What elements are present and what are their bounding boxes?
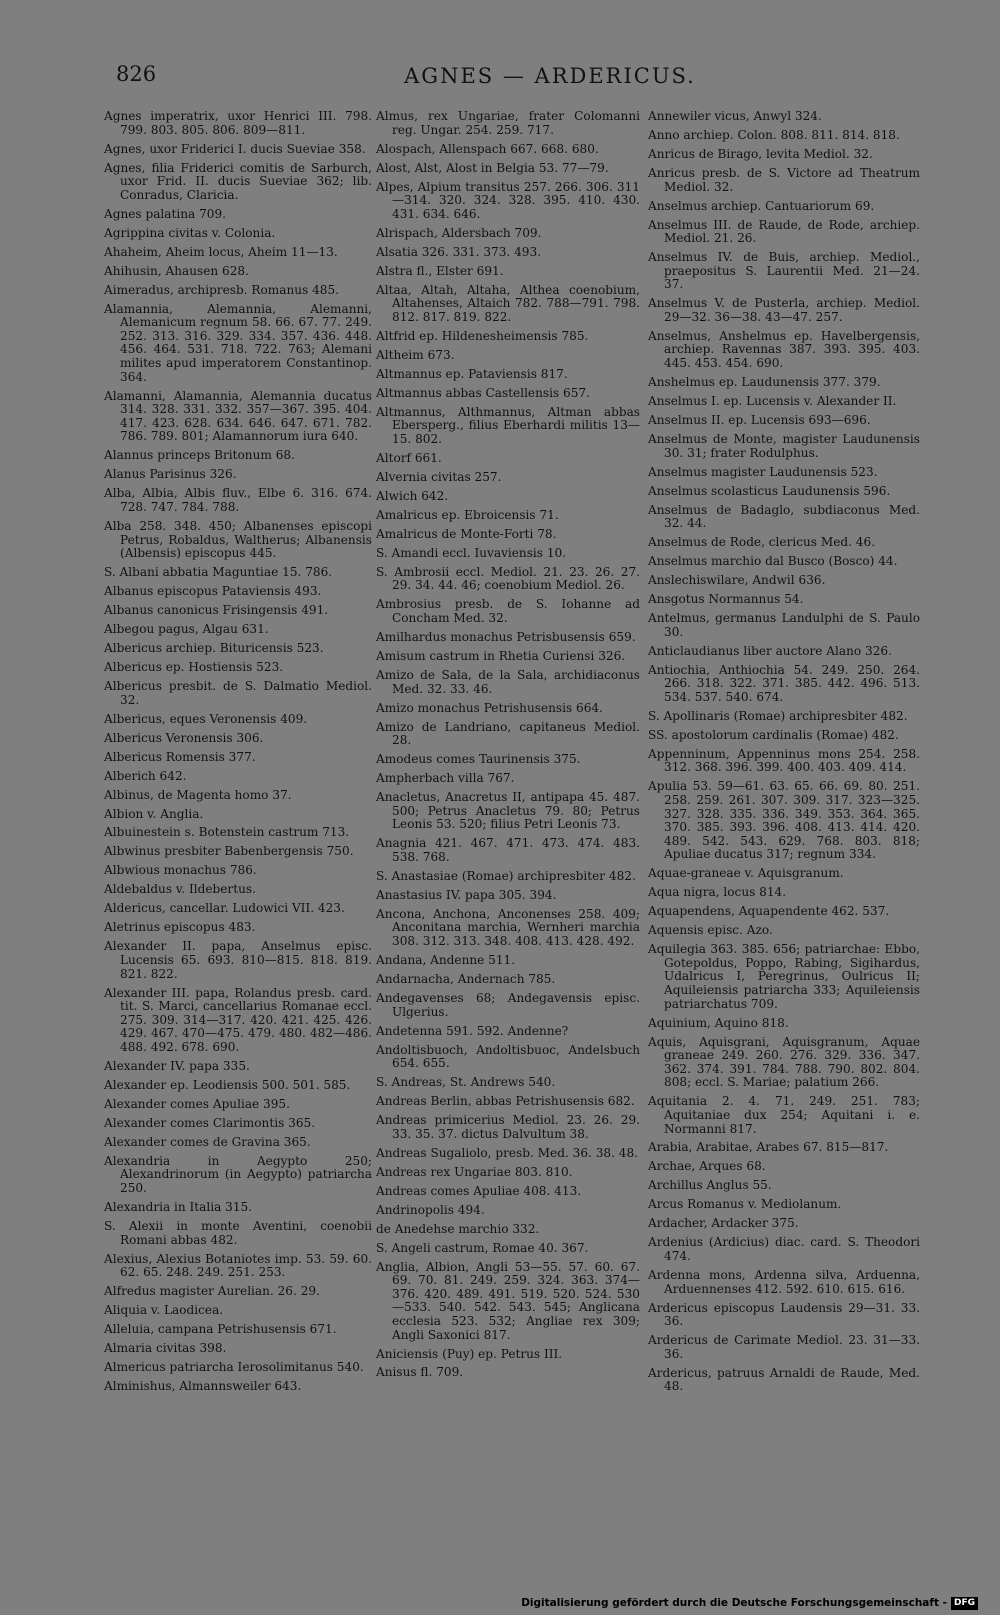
index-entry: Albanus episcopus Pataviensis 493.	[104, 584, 322, 599]
index-entry: Anselmus magister Laudunensis 523.	[648, 464, 878, 479]
index-entry: Anselmus de Monte, magister Laudunensis 30. 31; frater Rodulphus.	[648, 431, 920, 460]
index-entry: Aquitania 2. 4. 71. 249. 251. 783; Aquitaniae dux 254; Aquitani i. e. Normanni 817.	[648, 1094, 920, 1136]
index-entry: S. Amandi eccl. Iuvaviensis 10.	[376, 545, 567, 560]
index-entry: Anno archiep. Colon. 808. 811. 814. 818.	[648, 127, 900, 142]
index-entry: Alexander III. papa, Rolandus presb. card. tit. S. Marci, cancellarius Romanae eccl. 275. 309. 314—317. 420. 421. 425. 426. 429. 467. 470—475. 479. 480. 482—486. 488. 492. 678. 690.	[104, 985, 372, 1054]
index-entry: Alpes, Alpium transitus 257. 266. 306. 311—314. 320. 324. 328. 395. 410. 430. 431. 634. 646.	[376, 179, 640, 221]
index-entry: Ancona, Anchona, Anconenses 258. 409; Anconitana marchia, Wernheri marchia 308. 312. 313. 348. 408. 413. 428. 492.	[376, 906, 640, 948]
index-entry: Altaa, Altah, Altaha, Althea coenobium, Altahenses, Altaich 782. 788—791. 798. 812. 817. 819. 822.	[376, 282, 640, 324]
index-entry: Arabia, Arabitae, Arabes 67. 815—817.	[648, 1140, 889, 1155]
index-entry: Anselmus II. ep. Lucensis 693—696.	[648, 412, 871, 427]
index-entry: Ardericus episcopus Laudensis 29—31. 33. 36.	[648, 1300, 920, 1329]
index-entry: Ahihusin, Ahausen 628.	[104, 263, 249, 278]
index-entry: Antelmus, germanus Landulphi de S. Paulo 30.	[648, 611, 920, 639]
index-entry: Albericus, eques Veronensis 409.	[104, 711, 308, 726]
index-entry: Andana, Andenne 511.	[376, 952, 516, 967]
index-entry: SS. apostolorum cardinalis (Romae) 482.	[648, 727, 899, 742]
index-entry: Altorf 661.	[376, 450, 442, 465]
index-entry: Aquensis episc. Azo.	[648, 923, 773, 938]
index-entry: Alexandria in Italia 315.	[104, 1200, 253, 1215]
index-entry: Anshelmus ep. Laudunensis 377. 379.	[648, 375, 881, 390]
index-entry: Altmannus abbas Castellensis 657.	[376, 385, 590, 400]
index-entry: S. Ambrosii eccl. Mediol. 21. 23. 26. 27. 29. 34. 44. 46; coenobium Mediol. 26.	[376, 564, 640, 593]
index-column-3	[648, 110, 920, 1399]
index-entry: Andrinopolis 494.	[376, 1202, 485, 1217]
index-entry: Ardenius (Ardicius) diac. card. S. Theodori 474.	[648, 1235, 920, 1263]
index-entry: Andarnacha, Andernach 785.	[376, 971, 556, 986]
index-entry: Almaria civitas 398.	[104, 1341, 227, 1356]
index-entry: Ambrosius presb. de S. Iohanne ad Concham Med. 32.	[376, 597, 640, 626]
index-entry: Altmannus, Althmannus, Altman abbas Ebersperg., filius Eberhardi militis 13—15. 802.	[376, 404, 640, 446]
index-entry: Anslechiswilare, Andwil 636.	[648, 573, 826, 588]
index-entry: Alexander ep. Leodiensis 500. 501. 585.	[104, 1077, 351, 1092]
index-entry: Aldericus, cancellar. Ludowici VII. 423.	[104, 901, 345, 916]
index-entry: Albion v. Anglia.	[104, 806, 204, 821]
index-entry: Anselmus archiep. Cantuariorum 69.	[648, 198, 875, 213]
index-entry: Ardericus de Carimate Mediol. 23. 31—33. 36.	[648, 1333, 920, 1361]
index-entry: Albericus Veronensis 306.	[104, 730, 264, 745]
index-entry: S. Angeli castrum, Romae 40. 367.	[376, 1240, 589, 1255]
index-entry: Alexander comes Clarimontis 365.	[104, 1115, 316, 1130]
index-entry: Alvernia civitas 257.	[376, 469, 502, 484]
index-entry: Alexius, Alexius Botaniotes imp. 53. 59. 60. 62. 65. 248. 249. 251. 253.	[104, 1251, 372, 1280]
index-entry: Altmannus ep. Pataviensis 817.	[376, 366, 568, 381]
index-entry: Alost, Alst, Alost in Belgia 53. 77—79.	[376, 160, 609, 175]
index-entry: Amizo de Sala, de la Sala, archidiaconus Med. 32. 33. 46.	[376, 667, 640, 696]
index-column-1	[104, 110, 372, 1399]
index-entry: Ampherbach villa 767.	[376, 771, 515, 786]
index-entry: Albanus canonicus Frisingensis 491.	[104, 603, 329, 618]
index-entry: Amalricus ep. Ebroicensis 71.	[376, 507, 559, 522]
index-entry: Aqua nigra, locus 814.	[648, 885, 787, 900]
index-entry: Anselmus V. de Pusterla, archiep. Mediol. 29—32. 36—38. 43—47. 257.	[648, 296, 920, 324]
index-entry: Alexander comes de Gravina 365.	[104, 1134, 311, 1149]
index-entry: Archillus Anglus 55.	[648, 1178, 772, 1193]
index-entry: Aquinium, Aquino 818.	[648, 1015, 789, 1030]
index-entry: Andetenna 591. 592. Andenne?	[376, 1023, 569, 1038]
index-entry: Andreas Berlin, abbas Petrishusensis 682.	[376, 1094, 635, 1109]
index-entry: Alamanni, Alamannia, Alemannia ducatus 314. 328. 331. 332. 357—367. 395. 404. 417. 423. 628. 634. 646. 647. 671. 782. 786. 789. 801; Alamannorum iura 640.	[104, 388, 372, 444]
index-entry: Alexander IV. papa 335.	[104, 1058, 250, 1073]
index-entry: S. Apollinaris (Romae) archipresbiter 482.	[648, 708, 908, 723]
index-entry: Ahaheim, Aheim locus, Aheim 11—13.	[104, 244, 338, 259]
index-entry: Anselmus IV. de Buis, archiep. Mediol., praepositus S. Laurentii Med. 21—24. 37.	[648, 250, 920, 292]
index-entry: Altheim 673.	[376, 347, 455, 362]
index-entry: Alamannia, Alemannia, Alemanni, Alemanicum regnum 58. 66. 67. 77. 249. 252. 313. 316. 329. 334. 357. 436. 448. 456. 464. 531. 718. 722. 763; Alemani milites apud imperatorem Constantinop. 364.	[104, 301, 372, 384]
index-entry: Alospach, Allenspach 667. 668. 680.	[376, 141, 599, 156]
index-entry: Anselmus de Badaglo, subdiaconus Med. 32. 44.	[648, 502, 920, 531]
index-entry: Almus, rex Ungariae, frater Colomanni reg. Ungar. 254. 259. 717.	[376, 109, 640, 137]
index-entry: Andreas rex Ungariae 803. 810.	[376, 1164, 573, 1179]
index-entry: Aldebaldus v. Ildebertus.	[104, 882, 256, 897]
index-entry: Alwich 642.	[376, 488, 449, 503]
index-entry: Albericus archiep. Bituricensis 523.	[104, 641, 324, 656]
index-entry: Ardacher, Ardacker 375.	[648, 1216, 799, 1231]
index-entry: Aquilegia 363. 385. 656; patriarchae: Ebbo, Gotepoldus, Poppo, Rabing, Sigihardus, Udalricus I, Peregrinus, Oulricus II; Aquileiensis patriarcha 333; Aquileiensis patriarchatus 709.	[648, 942, 920, 1011]
index-entry: Anglia, Albion, Angli 53—55. 57. 60. 67. 69. 70. 81. 249. 259. 324. 363. 374—376. 420. 489. 491. 519. 520. 524. 530—533. 540. 542. 543. 545; Anglicana ecclesia 523. 532; Angliae rex 309; Angli Saxonici 817.	[376, 1259, 640, 1342]
funding-footer	[521, 1595, 978, 1611]
index-entry: Amilhardus monachus Petrisbusensis 659.	[376, 630, 636, 645]
index-entry: Andegavenses 68; Andegavensis episc. Ulgerius.	[376, 990, 640, 1019]
index-entry: Alexander II. papa, Anselmus episc. Lucensis 65. 693. 810—815. 818. 819. 821. 822.	[104, 939, 372, 981]
index-entry: Anricus de Birago, levita Mediol. 32.	[648, 146, 873, 161]
index-entry: Albwinus presbiter Babenbergensis 750.	[104, 844, 354, 859]
index-entry: Albericus ep. Hostiensis 523.	[104, 660, 284, 675]
index-entry: Aliquia v. Laodicea.	[104, 1303, 224, 1318]
index-entry: Ansgotus Normannus 54.	[648, 592, 804, 607]
index-entry: Amizo de Landriano, capitaneus Mediol. 28.	[376, 719, 640, 748]
index-entry: Agrippina civitas v. Colonia.	[104, 225, 276, 240]
index-entry: Anselmus III. de Raude, de Rode, archiep. Mediol. 21. 26.	[648, 217, 920, 246]
index-entry: Anisus fl. 709.	[376, 1365, 464, 1380]
index-entry: Arcus Romanus v. Mediolanum.	[648, 1197, 842, 1212]
index-entry: S. Anastasiae (Romae) archipresbiter 482.	[376, 868, 636, 883]
index-entry: Albericus Romensis 377.	[104, 749, 256, 764]
index-entry: Aquis, Aquisgrani, Aquisgranum, Aquae graneae 249. 260. 276. 329. 336. 347. 362. 374. 391. 784. 788. 790. 802. 804. 808; eccl. S. Mariae; palatium 266.	[648, 1034, 920, 1090]
index-entry: Amalricus de Monte-Forti 78.	[376, 526, 557, 541]
index-entry: Albuinestein s. Botenstein castrum 713.	[104, 825, 350, 840]
index-entry: Aniciensis (Puy) ep. Petrus III.	[376, 1346, 563, 1361]
index-entry: Amisum castrum in Rhetia Curiensi 326.	[376, 649, 626, 663]
index-entry: Alminishus, Almannsweiler 643.	[104, 1379, 302, 1394]
index-entry: Agnes imperatrix, uxor Henrici III. 798. 799. 803. 805. 806. 809—811.	[104, 109, 372, 137]
index-entry: Anselmus de Rode, clericus Med. 46.	[648, 535, 876, 550]
index-entry: Alrispach, Aldersbach 709.	[376, 225, 542, 240]
index-entry: Anricus presb. de S. Victore ad Theatrum Mediol. 32.	[648, 165, 920, 194]
index-entry: Alexander comes Apuliae 395.	[104, 1096, 290, 1111]
index-entry: Albegou pagus, Algau 631.	[104, 622, 269, 637]
index-entry: S. Andreas, St. Andrews 540.	[376, 1075, 556, 1090]
index-entry: Alba, Albia, Albis fluv., Elbe 6. 316. 674. 728. 747. 784. 788.	[104, 486, 372, 514]
index-entry: Ardericus, patruus Arnaldi de Raude, Med. 48.	[648, 1365, 920, 1394]
index-entry: Andreas Sugaliolo, presb. Med. 36. 38. 48.	[376, 1145, 639, 1160]
index-entry: Anselmus scolasticus Laudunensis 596.	[648, 483, 891, 498]
running-head: AGNES — ARDERICUS.	[404, 64, 696, 88]
index-entry: Aquapendens, Aquapendente 462. 537.	[648, 904, 890, 919]
index-entry: Alexandria in Aegypto 250; Alexandrinorum (in Aegypto) patriarcha 250.	[104, 1153, 372, 1196]
index-entry: Apulia 53. 59—61. 63. 65. 66. 69. 80. 251. 258. 259. 261. 307. 309. 317. 323—325. 327. 328. 335. 336. 349. 353. 364. 365. 370. 385. 393. 396. 408. 413. 414. 420. 489. 542. 543. 629. 768. 803. 818; Apuliae ducatus 317; regnum 334.	[648, 779, 920, 862]
index-entry: Albinus, de Magenta homo 37.	[104, 787, 292, 802]
index-entry: Anticlaudianus liber auctore Alano 326.	[648, 643, 892, 658]
index-entry: Appenninum, Appenninus mons 254. 258. 312. 368. 396. 399. 400. 403. 409. 414.	[648, 746, 920, 775]
index-entry: Alleluia, campana Petrishusensis 671.	[104, 1322, 337, 1337]
index-entry: Agnes, uxor Friderici I. ducis Sueviae 358.	[104, 141, 366, 156]
page-number: 826	[116, 62, 157, 86]
index-entry: Alstra fl., Elster 691.	[376, 263, 504, 278]
index-entry: Andreas comes Apuliae 408. 413.	[376, 1183, 582, 1198]
index-entry: Amizo monachus Petrishusensis 664.	[376, 700, 603, 715]
index-entry: Alsatia 326. 331. 373. 493.	[376, 244, 542, 259]
index-entry: Alanus Parisinus 326.	[104, 467, 237, 482]
index-entry: Albericus presbit. de S. Dalmatio Mediol. 32.	[104, 679, 372, 707]
index-entry: Anselmus, Anshelmus ep. Havelbergensis, archiep. Ravennas 387. 393. 395. 403. 445. 453. 454. 690.	[648, 328, 920, 371]
index-entry: Altfrid ep. Hildenesheimensis 785.	[376, 328, 589, 343]
index-entry: Alba 258. 348. 450; Albanenses episcopi Petrus, Robaldus, Waltherus; Albanensis (Albensis) episcopus 445.	[104, 518, 372, 561]
funding-note: Digitalisierung gefördert durch die Deutsche Forschungsgemeinschaft -	[521, 1597, 947, 1609]
index-entry: Agnes palatina 709.	[104, 206, 227, 221]
index-entry: Aquae-graneae v. Aquisgranum.	[648, 866, 844, 881]
index-entry: Alberich 642.	[104, 768, 187, 783]
index-entry: Antiochia, Anthiochia 54. 249. 250. 264. 266. 318. 322. 371. 385. 442. 496. 513. 534. 537. 540. 674.	[648, 662, 920, 704]
index-entry: Archae, Arques 68.	[648, 1159, 766, 1174]
index-entry: Ardenna mons, Ardenna silva, Arduenna, Arduennenses 412. 592. 610. 615. 616.	[648, 1267, 920, 1296]
index-entry: Anselmus marchio dal Busco (Bosco) 44.	[648, 554, 898, 569]
index-entry: de Anedehse marchio 332.	[376, 1221, 540, 1236]
dfg-logo: DFG	[951, 1597, 978, 1610]
index-entry: Andoltisbuoch, Andoltisbuoc, Andelsbuch 654. 655.	[376, 1042, 640, 1071]
index-entry: Andreas primicerius Mediol. 23. 26. 29. 33. 35. 37. dictus Dalvultum 38.	[376, 1113, 640, 1141]
index-entry: Amodeus comes Taurinensis 375.	[376, 752, 581, 767]
index-entry: Agnes, filia Friderici comitis de Sarburch, uxor Frid. II. ducis Sueviae 362; lib. Conradus, Claricia.	[104, 160, 372, 202]
index-entry: Albwious monachus 786.	[104, 863, 257, 878]
index-entry: S. Alexii in monte Aventini, coenobii Romani abbas 482.	[104, 1219, 372, 1247]
index-entry: Anastasius IV. papa 305. 394.	[376, 887, 557, 902]
index-entry: Aimeradus, archipresb. Romanus 485.	[104, 282, 340, 297]
index-entry: Annewiler vicus, Anwyl 324.	[648, 109, 822, 123]
index-column-2	[376, 110, 640, 1385]
index-entry: Almericus patriarcha Ierosolimitanus 540.	[104, 1360, 364, 1375]
index-entry: Anselmus I. ep. Lucensis v. Alexander II.	[648, 394, 897, 408]
index-entry: S. Albani abbatia Maguntiae 15. 786.	[104, 565, 333, 580]
index-entry: Alfredus magister Aurelian. 26. 29.	[104, 1284, 320, 1299]
index-entry: Alannus princeps Britonum 68.	[104, 448, 295, 463]
index-entry: Aletrinus episcopus 483.	[104, 920, 256, 935]
index-entry: Anagnia 421. 467. 471. 473. 474. 483. 538. 768.	[376, 836, 640, 864]
index-entry: Anacletus, Anacretus II, antipapa 45. 487. 500; Petrus Anacletus 79. 80; Petrus Leonis 53. 520; filius Petri Leonis 73.	[376, 790, 640, 832]
